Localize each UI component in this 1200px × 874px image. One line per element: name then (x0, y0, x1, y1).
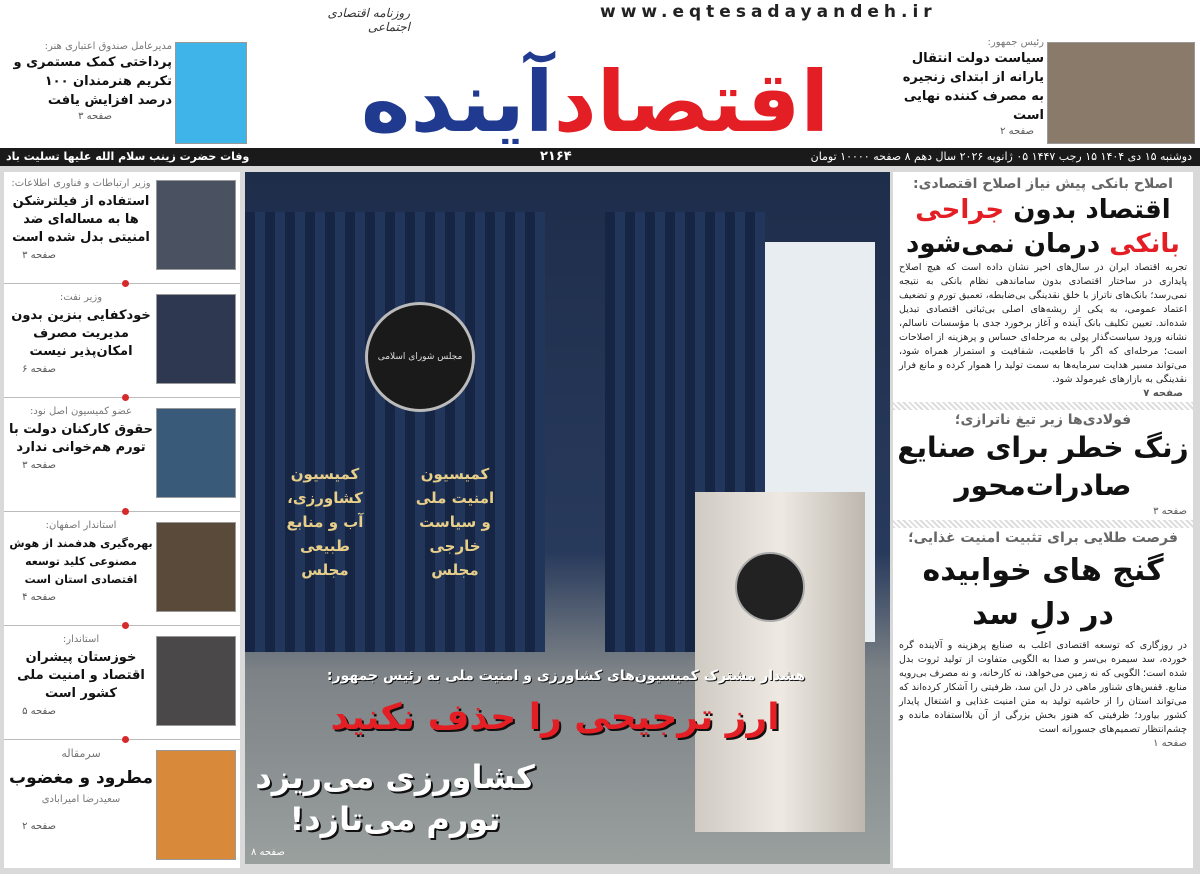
list-item[interactable]: وزیر ارتباطات و فناوری اطلاعات: استفاده از فیلترشکن ها به مساله‌ای ضد امنیتی بدل شده است صفحه ۳ (4, 172, 240, 284)
date-bar (0, 148, 1200, 166)
main-kicker: هشدار مشترک کمیسیون‌های کشاورزی و امنیت ملی به رئیس جمهور: (326, 668, 806, 684)
headline: اقتصاد بدون جراحی بانکی درمان نمی‌شود (906, 195, 1180, 259)
list-item[interactable]: استاندار: خوزستان پیشران اقتصاد و امنیت ملی کشور است صفحه ۵ (4, 628, 240, 740)
newspaper-logo: اقتصاد آینده (360, 53, 830, 144)
teaser-photo (175, 42, 247, 144)
page-ref: صفحه ۸ (251, 847, 285, 858)
condolence-notice: وفات حضرت زینب سلام الله علیها تسلیت باد (6, 150, 250, 163)
right-column (893, 172, 1193, 868)
presidential-seal (735, 552, 805, 622)
photo (156, 408, 236, 498)
list-item[interactable]: وزیر نفت: خودکفایی بنزین بدون مدیریت مصرف امکان‌پذیر نیست صفحه ۶ (4, 286, 240, 398)
list-item[interactable]: استاندار اصفهان: بهره‌گیری هدفمند از هوش مصنوعی کلید توسعه اقتصادی استان است صفحه ۴ (4, 514, 240, 626)
divider (893, 520, 1193, 528)
masthead (0, 0, 1200, 148)
main-headline: ارز ترجیحی را حذف نکنید (330, 697, 780, 738)
divider (893, 402, 1193, 410)
story-steel[interactable]: فولادی‌ها زیر تیغ ناترازی؛ زنگ خطر برای صنایع صادرات‌محور صفحه ۳ (897, 412, 1189, 517)
main-subhead: کشاورزی می‌ریزد تورم می‌تازد! (255, 758, 535, 838)
curtain-image (245, 212, 545, 652)
podium-image (695, 492, 865, 832)
author-photo (156, 750, 236, 860)
commission-sign: کمیسیون کشاورزی، آب و منابع طبیعی مجلس (286, 465, 364, 579)
story-dam[interactable]: فرصت طلایی برای تثبیت امنیت غذایی؛ گنج های خوابیده در دلِ سد در روزگاری که توسعه اقتصادی اغلب به صنایع پرهزینه و آلاینده گره خورده، سد سیمره بی‌سر و صدا به الگویی متفاوت از تولید ثروت بدل شده است؛ الگویی که نه زمین می‌خواهد، نه کارخانه، و نه مصرف بی‌رویه منابع. قفس‌های شناور ماهی در دل این سد، ظرفیتی را آشکار کرده‌اند که می‌تواند استان را از حاشیه تولید به متن امنیت غذایی و اشتغال پایدار کشور بیاورد؛ ظرفیتی که هنوز بخش بزرگی از آن بلااستفاده مانده و چشم‌انتظار تصمیم‌های جسورانه است صفحه ۱ (899, 530, 1187, 749)
list-item[interactable]: عضو کمیسیون اصل نود: حقوق کارکنان دولت با تورم هم‌خوانی ندارد صفحه ۳ (4, 400, 240, 512)
teaser-photo (1047, 42, 1195, 144)
parliament-seal: مجلس شورای اسلامی (365, 302, 475, 412)
commission-sign: کمیسیون امنیت ملی و سیاست خارجی مجلس (415, 465, 495, 579)
photo (156, 294, 236, 384)
main-story[interactable] (245, 172, 890, 864)
photo (156, 522, 236, 612)
left-column (4, 172, 240, 868)
editorial-item[interactable]: سرمقاله مطرود و مغضوب سعیدرضا امیرابادی صفحه ۲ (4, 742, 240, 868)
top-right-teaser[interactable]: رئیس جمهور: سیاست دولت انتقال یارانه از ابتدای زنجیره به مصرف کننده نهایی است صفحه ۲ (902, 37, 1044, 137)
tagline: روزنامه اقتصادی اجتماعی (327, 6, 410, 34)
date-info: دوشنبه ۱۵ دی ۱۴۰۴ ۱۵ رجب ۱۴۴۷ ۰۵ ژانویه ۲۰۲۶ سال دهم ۸ صفحه ۱۰۰۰۰ تومان (810, 150, 1192, 163)
story-banking[interactable]: اصلاح بانکی پیش نیاز اصلاح اقتصادی: اقتصاد بدون جراحی بانکی درمان نمی‌شود تجربه اقتصاد ایران در سال‌های اخیر نشان داده است که هیچ اصلاح پایداری در ساختار اقتصادی بدون ساماندهی نظام بانکی به نتیجه نمی‌رسد؛ بانک‌های ناتراز با خلق نقدینگی بی‌ضابطه، تعمیق تورم و تضعیف اعتماد عمومی، به یکی از ریشه‌های اصلی بی‌ثباتی اقتصادی تبدیل شده‌اند. تعیین تکلیف بانک آینده و آغاز برخورد جدی با مؤسسات ناسالم، نشانه ورود سیاست‌گذار پولی به مرحله‌ای حساس و پرهزینه از اصلاحات است؛ مرحله‌ای که اگر با قاطعیت، شفافیت و استمرار همراه شود، می‌تواند مسیر هدایت سرمایه‌ها به سمت تولید را هموار کرده و مانع فرار نقدینگی به بازارهای غیرمولد شود. صفحه ۷ (893, 172, 1193, 400)
issue-number: ۲۱۶۴ (540, 149, 572, 164)
photo (156, 636, 236, 726)
photo (156, 180, 236, 270)
website-url[interactable]: www.eqtesadayandeh.ir (600, 2, 937, 22)
top-left-teaser[interactable]: مدیرعامل صندوق اعتباری هنر: پرداختی کمک مستمری و تکریم هنرمندان ۱۰۰ درصد افزایش یافت صفحه ۳ (13, 41, 172, 122)
